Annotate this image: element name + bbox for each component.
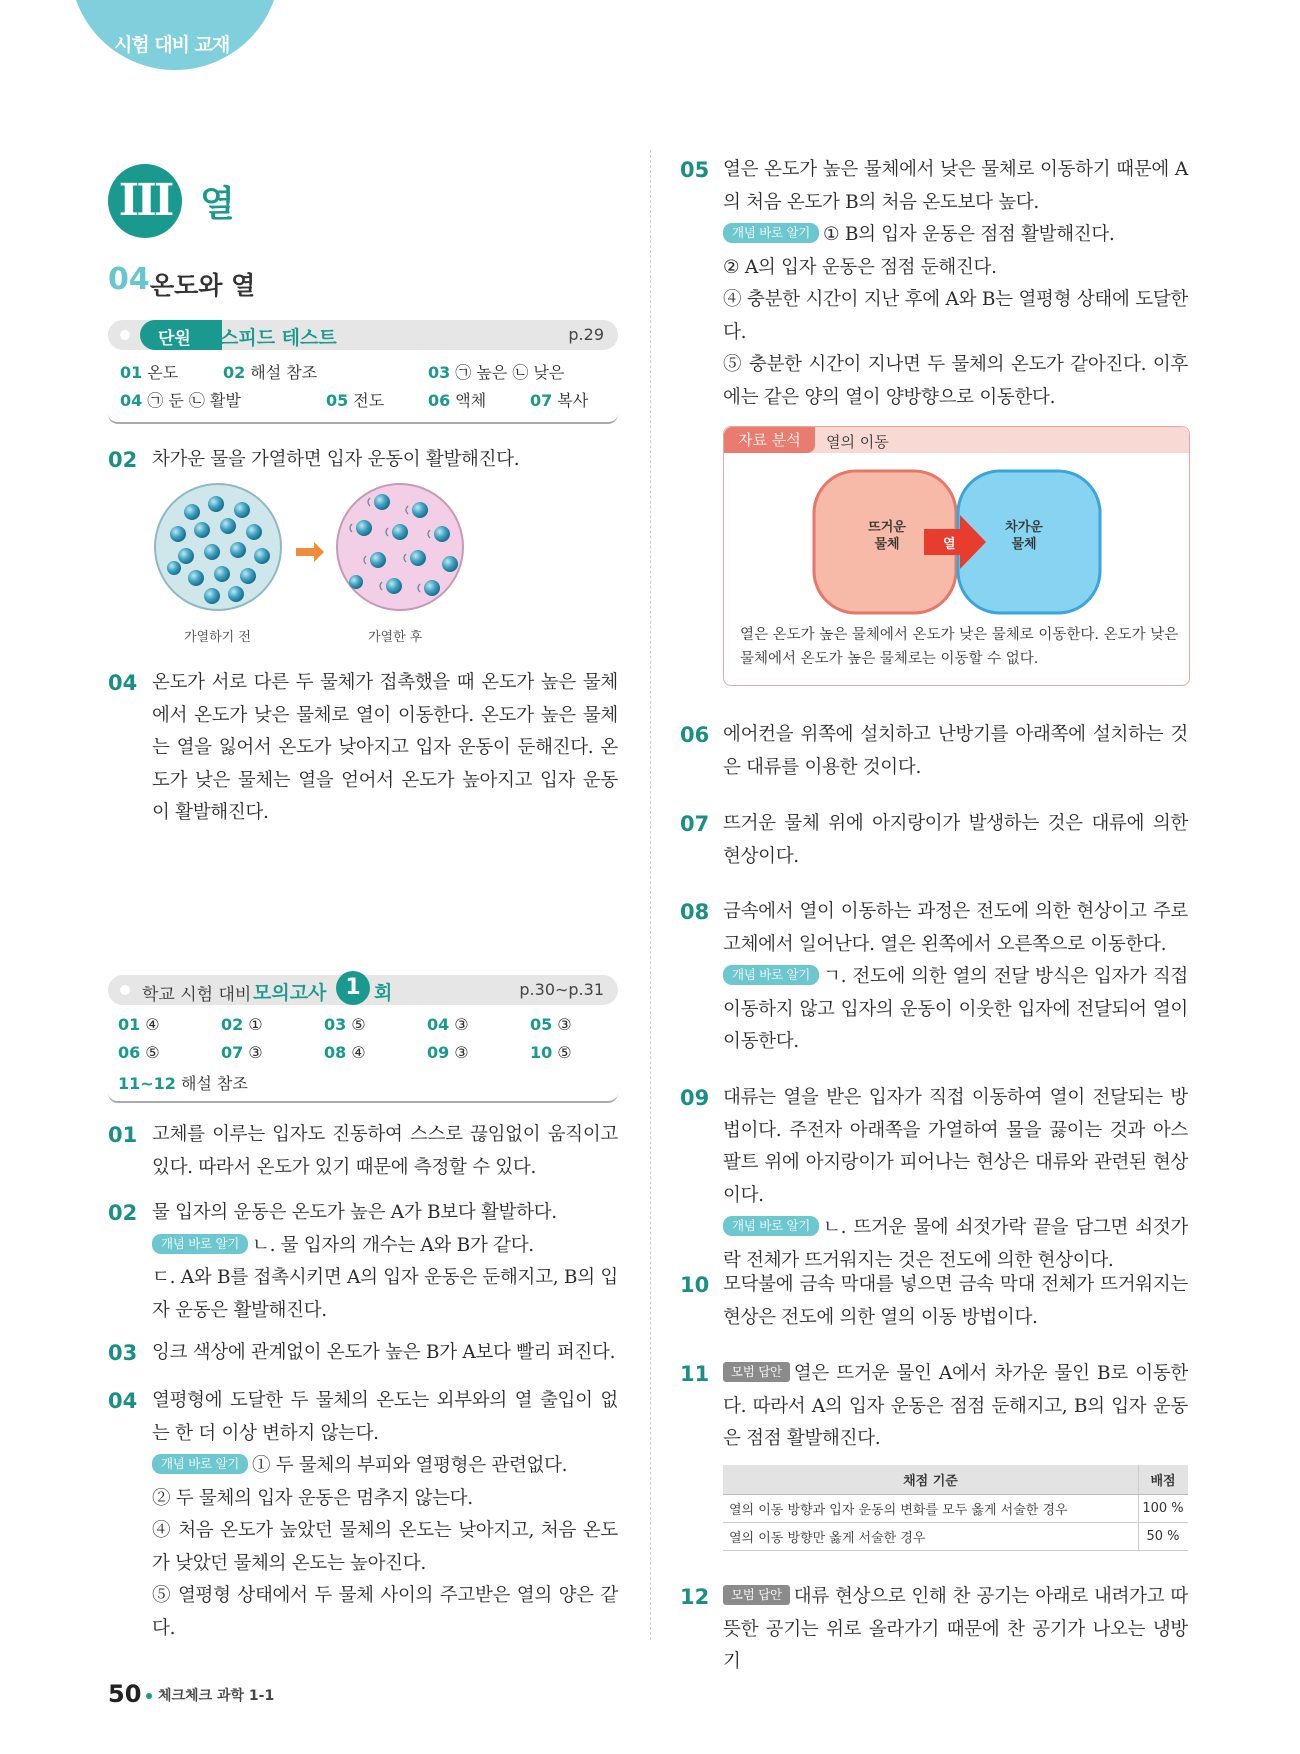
concept-line: 개념 바로 알기 ㄱ. 전도에 의한 열의 전달 방식은 입자가 직접 이동하지 않고 입자의 운동이 이웃한 입자에 전달되어 열이 이동한다. (723, 966, 1188, 1052)
section-title: 온도와 열 (150, 271, 256, 300)
table-header-row (723, 1465, 1188, 1495)
explanation-text: 차가운 물을 가열하면 입자 운동이 활발해진다. (152, 449, 520, 470)
mock-exam-round: 1 (336, 971, 370, 1005)
answer-item: 06 액체 (428, 391, 487, 410)
speed-test-header (108, 320, 618, 350)
answer-item: 11~12 해설 참조 (118, 1074, 248, 1093)
mock-exam-prefix: 학교 시험 대비 (142, 985, 252, 1005)
answer-item: 05 전도 (326, 391, 385, 410)
table-row (723, 1495, 1188, 1523)
answer-row (108, 1011, 618, 1039)
explanation-text: 금속에서 열이 이동하는 과정은 전도에 의한 현상이고 주로 고체에서 일어난다. 열은 왼쪽에서 오른쪽으로 이동한다. (723, 901, 1188, 955)
answer-row (108, 356, 618, 384)
explanation-text: 열은 온도가 높은 물체에서 낮은 물체로 이동하기 때문에 A의 처음 온도가 B의 처음 온도보다 높다. (723, 159, 1188, 213)
answer-item: 01 온도 (120, 363, 179, 382)
concept-line: 개념 바로 알기 ㄴ. 뜨거운 물에 쇠젓가락 끝을 담그면 쇠젓가락 전체가 뜨거워지는 것은 전도에 의한 현상이다. (723, 1217, 1188, 1271)
concept-line: ⑤ 충분한 시간이 지나면 두 물체의 온도가 같아진다. 이후에는 같은 양의 열이 양방향으로 이동한다. (723, 354, 1188, 408)
question-number: 02 (108, 448, 138, 472)
explanation-block (723, 896, 1188, 1059)
concept-tag: 개념 바로 알기 (152, 1234, 248, 1254)
question-number: 06 (680, 723, 710, 747)
table-row (723, 1523, 1188, 1551)
footer-dot (146, 1693, 152, 1699)
explanation-text: 뜨거운 물체 위에 아지랑이가 발생하는 것은 대류에 의한 현상이다. (723, 813, 1188, 867)
question-number: 05 (680, 158, 710, 182)
explanation-block (723, 1358, 1188, 1456)
model-answer-tag: 모범 답안 (723, 1362, 790, 1382)
explanation-block (152, 1197, 618, 1327)
answer-row (108, 384, 618, 412)
criteria-header: 채점 기준 (723, 1465, 1139, 1495)
explanation-text: 잉크 색상에 관계없이 온도가 높은 B가 A보다 빨리 퍼진다. (152, 1342, 616, 1363)
analysis-title: 열의 이동 (826, 433, 889, 451)
explanation-block (152, 1385, 618, 1645)
data-analysis-box (723, 426, 1190, 686)
concept-line: ② A의 입자 운동은 점점 둔해진다. (723, 256, 997, 278)
explanation-block (723, 154, 1188, 414)
explanation-text: 온도가 서로 다른 두 물체가 접촉했을 때 온도가 높은 물체에서 온도가 낮은 물체로 열이 이동한다. 온도가 높은 물체는 열을 잃어서 온도가 낮아지고 입자 운동이 둔해진다. 온도가 낮은 물체는 열을 얻어서 온도가 높아지고 입자 운동이 활발해진다. (152, 672, 618, 823)
answer-item: 03 ㉠ 높은 ㉡ 낮은 (428, 363, 565, 382)
mock-exam-suffix: 회 (374, 982, 393, 1004)
concept-tag: 개념 바로 알기 (723, 1216, 819, 1236)
concept-line: ④ 충분한 시간이 지난 후에 A와 B는 열평형 상태에 도달한다. (723, 289, 1188, 343)
chapter-title: 열 (200, 184, 235, 225)
model-answer-tag: 모범 답안 (723, 1585, 790, 1605)
hot-object-label: 뜨거운 물체 (868, 520, 906, 552)
unit-label: 단원 (158, 329, 191, 349)
mock-exam-answer-box (108, 975, 618, 1103)
concept-tag: 개념 바로 알기 (152, 1454, 248, 1474)
mock-exam-title: 모의고사 (253, 982, 327, 1004)
exam-prep-label: 시험 대비 교재 (114, 34, 230, 56)
question-number: 04 (108, 1389, 138, 1413)
concept-line: 개념 바로 알기 ㄴ. 물 입자의 개수는 A와 B가 같다. (152, 1230, 618, 1263)
caption-before: 가열하기 전 (184, 630, 251, 645)
concept-line: ⑤ 열평형 상태에서 두 물체 사이의 주고받은 열의 양은 같다. (152, 1585, 618, 1639)
speed-test-page: p.29 (568, 325, 604, 344)
criteria-cell: 열의 이동 방향과 입자 운동의 변화를 모두 옳게 서술한 경우 (723, 1495, 1139, 1523)
answer-item: 04 ㉠ 둔 ㉡ 활발 (120, 391, 241, 410)
explanation-text: 고체를 이루는 입자도 진동하여 스스로 끊임없이 움직이고 있다. 따라서 온도가 있기 때문에 측정할 수 있다. (152, 1124, 618, 1178)
explanation-text: 모닥불에 금속 막대를 넣으면 금속 막대 전체가 뜨거워지는 현상은 전도에 의한 열의 이동 방법이다. (723, 1274, 1188, 1328)
explanation-block (723, 1581, 1188, 1679)
answer-item: 08 ④ (324, 1043, 366, 1062)
heat-arrow-label: 열 (943, 537, 956, 552)
speed-test-title: 스피드 테스트 (220, 327, 337, 349)
answer-item: 10 ⑤ (530, 1043, 572, 1062)
exam-prep-tab (70, 0, 280, 70)
model-answer-line: 모범 답안 대류 현상으로 인해 찬 공기는 아래로 내려가고 따뜻한 공기는 위로 올라가기 때문에 찬 공기가 나오는 냉방기 (723, 1586, 1188, 1672)
question-number: 02 (108, 1201, 138, 1225)
header-dot (120, 985, 130, 995)
question-number: 03 (108, 1341, 138, 1365)
caption-after: 가열한 후 (368, 630, 423, 645)
model-answer-line: 모범 답안 열은 뜨거운 물인 A에서 차가운 물인 B로 이동한다. 따라서 A의 입자 운동은 점점 둔해지고, B의 입자 운동은 점점 활발해진다. (723, 1363, 1188, 1449)
concept-tag: 개념 바로 알기 (723, 965, 819, 985)
answer-item: 03 ⑤ (324, 1015, 366, 1034)
question-number: 12 (680, 1585, 710, 1609)
book-title: 체크체크 과학 1-1 (158, 1688, 275, 1704)
page-number: 50 (108, 1680, 142, 1708)
concept-line: ② 두 물체의 입자 운동은 멈추지 않는다. (152, 1487, 473, 1509)
question-number: 08 (680, 900, 710, 924)
question-number: 09 (680, 1086, 710, 1110)
answer-item: 01 ④ (118, 1015, 160, 1034)
score-cell: 50 % (1139, 1523, 1189, 1551)
question-number: 04 (108, 671, 138, 695)
analysis-label: 자료 분석 (724, 427, 815, 453)
answer-row (108, 1067, 618, 1095)
analysis-caption: 열은 온도가 높은 물체에서 온도가 낮은 물체로 이동한다. 온도가 낮은 물체에서 온도가 높은 물체로는 이동할 수 없다. (740, 627, 1179, 667)
chapter-badge: III (108, 164, 182, 238)
explanation-text: 열평형에 도달한 두 물체의 온도는 외부와의 열 출입이 없는 한 더 이상 변하지 않는다. (152, 1390, 618, 1444)
score-header: 배점 (1139, 1465, 1189, 1495)
question-number: 07 (680, 812, 710, 836)
answer-item: 05 ③ (530, 1015, 572, 1034)
concept-line: ④ 처음 온도가 높았던 물체의 온도는 낮아지고, 처음 온도가 낮았던 물체의 온도는 높아진다. (152, 1520, 618, 1574)
question-number: 11 (680, 1362, 710, 1386)
answer-row (108, 1039, 618, 1067)
cold-object-label: 차가운 물체 (1005, 520, 1043, 552)
answer-item: 02 해설 참조 (223, 363, 318, 382)
analysis-header (724, 427, 1189, 453)
explanation-text: 대류는 열을 받은 입자가 직접 이동하여 열이 전달되는 방법이다. 주전자 아래쪽을 가열하여 물을 끓이는 것과 아스팔트 위에 아지랑이가 피어나는 현상은 대류와 관련된 현상이다. (723, 1087, 1188, 1206)
criteria-cell: 열의 이동 방향만 옳게 서술한 경우 (723, 1523, 1139, 1551)
speed-test-answer-box (108, 320, 618, 424)
score-cell: 100 % (1139, 1495, 1189, 1523)
answer-item: 02 ① (221, 1015, 263, 1034)
header-dot (120, 330, 130, 340)
section-number: 04 (108, 262, 150, 297)
particle-diagram (150, 482, 470, 612)
answer-item: 04 ③ (427, 1015, 469, 1034)
concept-line: 개념 바로 알기 ① B의 입자 운동은 점점 활발해진다. (723, 219, 1188, 252)
answer-item: 09 ③ (427, 1043, 469, 1062)
concept-tag: 개념 바로 알기 (723, 223, 819, 243)
concept-line: ㄷ. A와 B를 접촉시키면 A의 입자 운동은 둔해지고, B의 입자 운동은 활발해진다. (152, 1267, 618, 1321)
question-number: 10 (680, 1273, 710, 1297)
concept-line: 개념 바로 알기 ① 두 물체의 부피와 열평형은 관련없다. (152, 1450, 618, 1483)
scoring-table (723, 1465, 1188, 1551)
explanation-block (723, 1082, 1188, 1277)
column-divider (650, 150, 651, 1640)
mock-exam-page: p.30∼p.31 (519, 980, 604, 999)
answer-item: 06 ⑤ (118, 1043, 160, 1062)
answer-item: 07 ③ (221, 1043, 263, 1062)
answer-item: 07 복사 (530, 391, 589, 410)
explanation-text: 물 입자의 운동은 온도가 높은 A가 B보다 활발하다. (152, 1202, 557, 1223)
question-number: 01 (108, 1123, 138, 1147)
mock-exam-header (108, 975, 618, 1005)
explanation-text: 에어컨을 위쪽에 설치하고 난방기를 아래쪽에 설치하는 것은 대류를 이용한 것이다. (723, 724, 1188, 778)
heating-arrow-icon (296, 542, 324, 562)
